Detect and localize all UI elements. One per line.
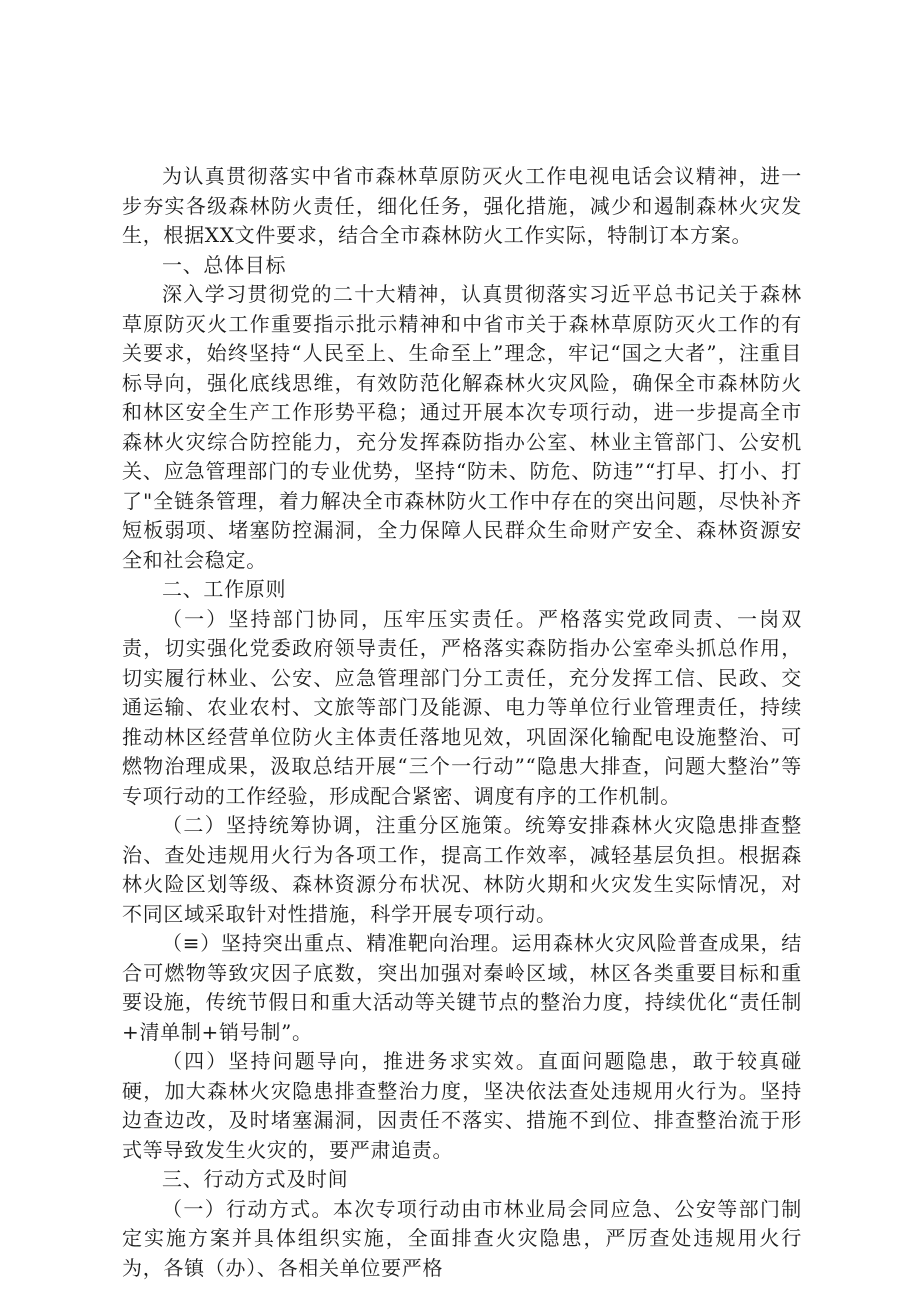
section-heading-principles: 二、工作原则: [162, 577, 287, 601]
intro-paragraph: 为认真贯彻落实中省市森林草原防灭火工作电视电话会议精神，进一步夯实各级森林防火责任，细化任务，强化措施，减少和遏制森林火灾发生，根据XX文件要求，结合全市森林防火工作实际，特制订本方案。: [122, 164, 802, 247]
principle-paragraph-1: （一）坚持部门协同，压牢压实责任。严格落实党政同责、一岗双责，切实强化党委政府领导责任，严格落实森防指办公室牵头抓总作用，切实履行林业、公安、应急管理部门分工责任，充分发挥工信、民政、交通运输、农业农村、文旅等部门及能源、电力等单位行业管理责任，持续推动林区经营单位防火主体责任落地见效，巩固深化输配电设施整治、可燃物治理成果，汲取总结开展“三个一行动”“隐患大排查，问题大整治”等专项行动的工作经验，形成配合紧密、调度有序的工作机制。: [122, 606, 802, 808]
principle-paragraph-2: （二）坚持统筹协调，注重分区施策。统筹安排森林火灾隐患排查整治、查处违规用火行为各项工作，提高工作效率，减轻基层负担。根据森林火险区划等级、森林资源分布状况、林防火期和火灾发生实际情况，对不同区域采取针对性措施，科学开展专项行动。: [122, 813, 802, 926]
section-heading-goals: 一、总体目标: [162, 252, 287, 277]
principle-paragraph-4: （四）坚持问题导向，推进务求实效。直面问题隐患，敢于较真碰硬，加大森林火灾隐患排查整治力度，坚决依法查处违规用火行为。坚持边查边改，及时堵塞漏洞，因责任不落实、措施不到位、排查整治流于形式等导致发生火灾的，要严肃追责。: [122, 1049, 802, 1162]
section-heading-method: 三、行动方式及时间: [162, 1167, 349, 1191]
document-body: [122, 162, 802, 1283]
goals-paragraph: 深入学习贯彻党的二十大精神，认真贯彻落实习近平总书记关于森林草原防灭火工作重要指示批示精神和中省市关于森林草原防灭火工作的有关要求，始终坚持“人民至上、生命至上”理念，牢记“国之大者”，注重目标导向，强化底线思维，有效防范化解森林火灾风险，确保全市森林防火和林区安全生产工作形势平稳；通过开展本次专项行动，进一步提高全市森林火灾综合防控能力，充分发挥森防指办公室、林业主管部门、公安机关、应急管理部门的专业优势，坚持“防未、防危、防违”“打早、打小、打了"全链条管理，着力解决全市森林防火工作中存在的突出问题，尽快补齐短板弱项、堵塞防控漏洞，全力保障人民群众生命财产安全、森林资源安全和社会稳定。: [122, 282, 802, 572]
principle-paragraph-3: （≡）坚持突出重点、精准靶向治理。运用森林火灾风险普查成果，结合可燃物等致灾因子底数，突出加强对秦岭区域，林区各类重要目标和重要设施，传统节假日和重大活动等关键节点的整治力度，持续优化“责任制+清单制+销号制”。: [122, 931, 802, 1044]
method-paragraph-1: （一）行动方式。本次专项行动由市林业局会同应急、公安等部门制定实施方案并具体组织实施，全面排查火灾隐患，严厉查处违规用火行为，各镇（办）、各相关单位要严格: [122, 1196, 802, 1280]
